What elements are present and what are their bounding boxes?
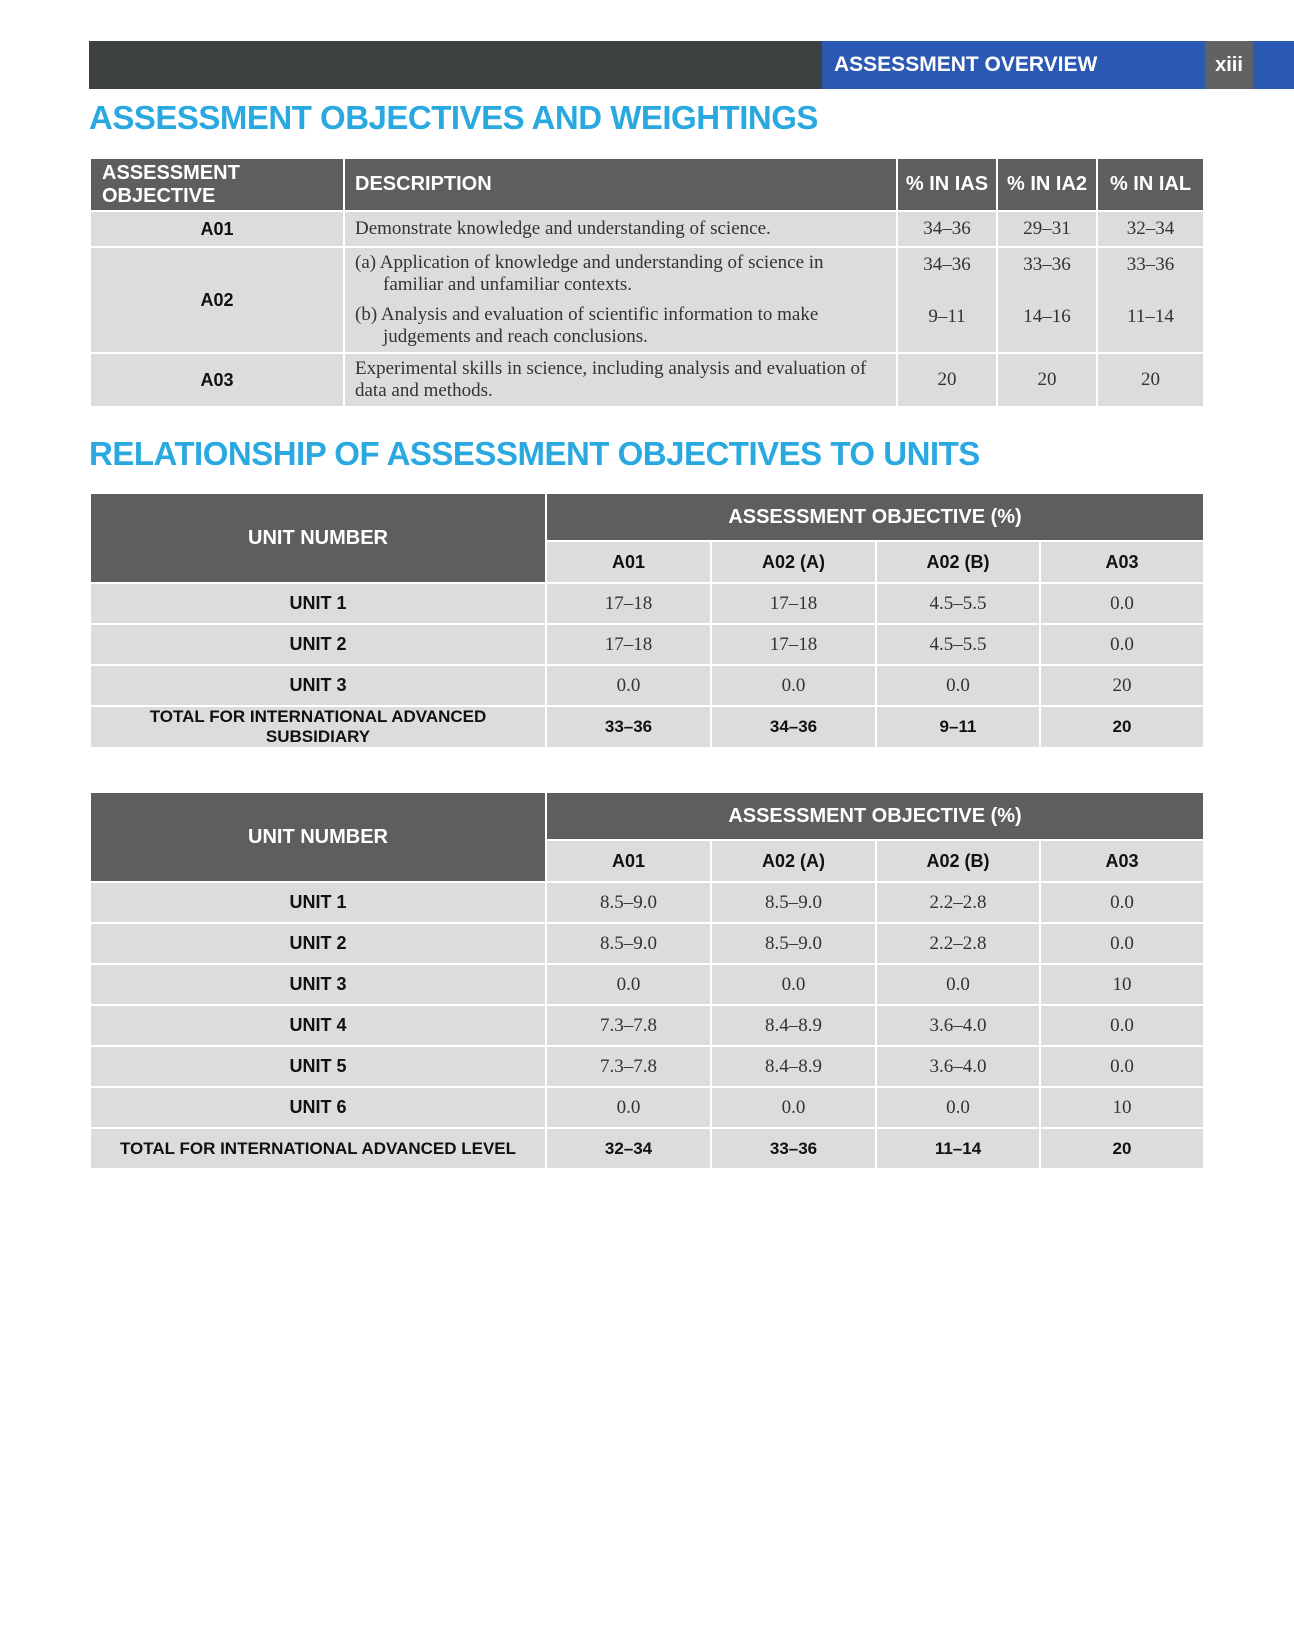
- subheader-a01: A01: [546, 840, 711, 882]
- description-cell: [344, 247, 897, 353]
- value-cell: 17–18: [711, 624, 876, 665]
- subheader-a02a: A02 (A): [711, 541, 876, 583]
- unit-number-header: UNIT NUMBER: [90, 792, 546, 882]
- ia2-cell: 29–31: [997, 211, 1097, 247]
- value-cell: 10: [1040, 964, 1204, 1005]
- value-cell: 0.0: [546, 964, 711, 1005]
- unit-number-header: UNIT NUMBER: [90, 493, 546, 583]
- col-header-ias: % IN IAS: [897, 158, 997, 211]
- value-cell: 0.0: [711, 665, 876, 706]
- value-cell: 8.5–9.0: [546, 923, 711, 964]
- page-number: xiii: [1205, 41, 1253, 89]
- value-cell: 20: [1040, 665, 1204, 706]
- table-row: [90, 353, 1204, 407]
- value-cell: 0.0: [546, 665, 711, 706]
- subheader-a01: A01: [546, 541, 711, 583]
- unit-cell: UNIT 2: [90, 923, 546, 964]
- table-header-row: [90, 493, 1204, 541]
- value-cell: 0.0: [1040, 583, 1204, 624]
- ial-cell: 32–34: [1097, 211, 1204, 247]
- value-cell: 0.0: [876, 665, 1040, 706]
- value-cell: 8.5–9.0: [711, 882, 876, 923]
- unit-cell: UNIT 5: [90, 1046, 546, 1087]
- description-item-b: (b) Analysis and evaluation of scientific information to make judgements and reach conclusions.: [355, 304, 819, 347]
- section-title: ASSESSMENT OVERVIEW: [822, 41, 1205, 89]
- ias-cell: [897, 247, 997, 353]
- table-row: [90, 211, 1204, 247]
- value-cell: 0.0: [1040, 923, 1204, 964]
- objective-cell: A02: [90, 247, 344, 353]
- value-cell: 7.3–7.8: [546, 1005, 711, 1046]
- table-row: [90, 665, 1204, 706]
- subheader-a03: A03: [1040, 541, 1204, 583]
- objective-cell: A01: [90, 211, 344, 247]
- value-cell: 17–18: [711, 583, 876, 624]
- ia2-value-a: 33–36: [1023, 254, 1071, 275]
- weightings-table: [89, 157, 1205, 408]
- ial-cell: 20: [1097, 353, 1204, 407]
- page-edge-tab: [1253, 41, 1294, 89]
- table-row: [90, 247, 1204, 353]
- value-cell: 10: [1040, 1087, 1204, 1128]
- subheader-a02b: A02 (B): [876, 541, 1040, 583]
- subheader-a02b: A02 (B): [876, 840, 1040, 882]
- value-cell: 3.6–4.0: [876, 1046, 1040, 1087]
- table-row: [90, 1087, 1204, 1128]
- col-header-ial: % IN IAL: [1097, 158, 1204, 211]
- value-cell: 0.0: [546, 1087, 711, 1128]
- total-value: 34–36: [711, 706, 876, 748]
- objective-cell: A03: [90, 353, 344, 407]
- unit-cell: UNIT 1: [90, 882, 546, 923]
- assessment-objective-header: ASSESSMENT OBJECTIVE (%): [546, 493, 1204, 541]
- unit-cell: UNIT 1: [90, 583, 546, 624]
- table-row: [90, 923, 1204, 964]
- value-cell: 17–18: [546, 583, 711, 624]
- unit-cell: UNIT 6: [90, 1087, 546, 1128]
- ias-value-a: 34–36: [923, 254, 971, 275]
- value-cell: 8.4–8.9: [711, 1046, 876, 1087]
- table-row: [90, 1046, 1204, 1087]
- total-label: TOTAL FOR INTERNATIONAL ADVANCED LEVEL: [90, 1128, 546, 1169]
- total-row: [90, 1128, 1204, 1169]
- col-header-objective: ASSESSMENT OBJECTIVE: [90, 158, 344, 211]
- description-cell: Experimental skills in science, including analysis and evaluation of data and methods.: [344, 353, 897, 407]
- ial-units-table: [89, 791, 1205, 1170]
- value-cell: 2.2–2.8: [876, 923, 1040, 964]
- weightings-header-row: [90, 158, 1204, 211]
- total-value: 32–34: [546, 1128, 711, 1169]
- table-header-row: [90, 792, 1204, 840]
- value-cell: 8.4–8.9: [711, 1005, 876, 1046]
- col-header-description: DESCRIPTION: [344, 158, 897, 211]
- value-cell: 7.3–7.8: [546, 1046, 711, 1087]
- total-value: 11–14: [876, 1128, 1040, 1169]
- value-cell: 0.0: [1040, 1046, 1204, 1087]
- weightings-heading: ASSESSMENT OBJECTIVES AND WEIGHTINGS: [89, 99, 818, 136]
- total-value: 20: [1040, 1128, 1204, 1169]
- total-value: 33–36: [711, 1128, 876, 1169]
- total-row: [90, 706, 1204, 748]
- ias-units-table: [89, 492, 1205, 749]
- unit-cell: UNIT 4: [90, 1005, 546, 1046]
- unit-cell: UNIT 3: [90, 665, 546, 706]
- ia2-cell: [997, 247, 1097, 353]
- ial-value-b: 11–14: [1127, 306, 1174, 327]
- value-cell: 0.0: [711, 1087, 876, 1128]
- total-value: 33–36: [546, 706, 711, 748]
- table-row: [90, 624, 1204, 665]
- ias-cell: 20: [897, 353, 997, 407]
- value-cell: 3.6–4.0: [876, 1005, 1040, 1046]
- value-cell: 4.5–5.5: [876, 583, 1040, 624]
- assessment-objective-header: ASSESSMENT OBJECTIVE (%): [546, 792, 1204, 840]
- col-header-ia2: % IN IA2: [997, 158, 1097, 211]
- table-row: [90, 1005, 1204, 1046]
- value-cell: 0.0: [876, 1087, 1040, 1128]
- subheader-a03: A03: [1040, 840, 1204, 882]
- value-cell: 17–18: [546, 624, 711, 665]
- value-cell: 2.2–2.8: [876, 882, 1040, 923]
- ia2-cell: 20: [997, 353, 1097, 407]
- value-cell: 0.0: [1040, 1005, 1204, 1046]
- table-row: [90, 882, 1204, 923]
- value-cell: 8.5–9.0: [711, 923, 876, 964]
- description-item-a: (a) Application of knowledge and understanding of science in familiar and unfamiliar contexts.: [355, 252, 824, 295]
- table-row: [90, 583, 1204, 624]
- ias-value-b: 9–11: [928, 306, 966, 327]
- ia2-value-b: 14–16: [1023, 306, 1071, 327]
- ial-cell: [1097, 247, 1204, 353]
- total-value: 20: [1040, 706, 1204, 748]
- relationship-heading: RELATIONSHIP OF ASSESSMENT OBJECTIVES TO UNITS: [89, 435, 980, 472]
- subheader-a02a: A02 (A): [711, 840, 876, 882]
- table-row: [90, 964, 1204, 1005]
- ial-value-a: 33–36: [1126, 254, 1175, 275]
- value-cell: 0.0: [876, 964, 1040, 1005]
- value-cell: 0.0: [711, 964, 876, 1005]
- unit-cell: UNIT 3: [90, 964, 546, 1005]
- value-cell: 8.5–9.0: [546, 882, 711, 923]
- ias-cell: 34–36: [897, 211, 997, 247]
- total-value: 9–11: [876, 706, 1040, 748]
- value-cell: 0.0: [1040, 882, 1204, 923]
- value-cell: 4.5–5.5: [876, 624, 1040, 665]
- value-cell: 0.0: [1040, 624, 1204, 665]
- unit-cell: UNIT 2: [90, 624, 546, 665]
- total-label: TOTAL FOR INTERNATIONAL ADVANCED SUBSIDIARY: [90, 706, 546, 748]
- description-cell: Demonstrate knowledge and understanding of science.: [344, 211, 897, 247]
